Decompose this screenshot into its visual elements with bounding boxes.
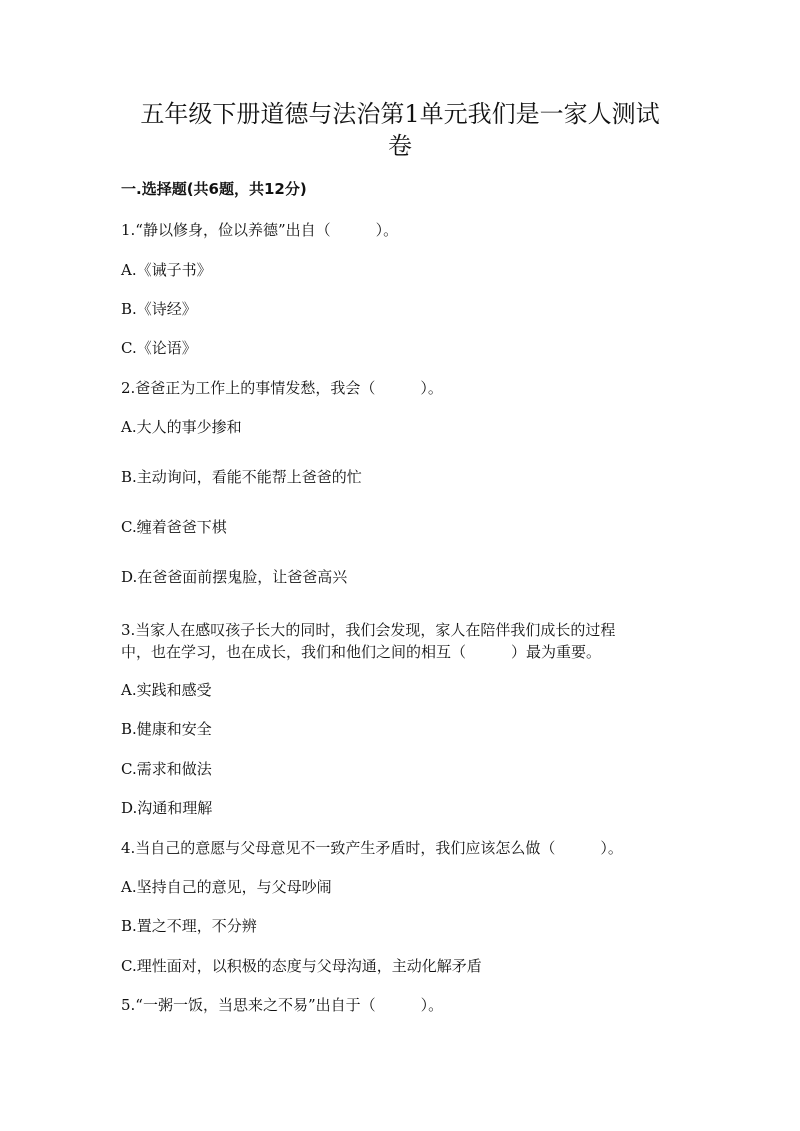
question-1-option-b: B.《诗经》 (121, 300, 197, 318)
question-4-stem: 4.当自己的意愿与父母意见不一致产生矛盾时，我们应该怎么做（ ）。 (121, 839, 623, 857)
document-title-line-2: 卷 (388, 132, 412, 160)
question-3-option-a: A.实践和感受 (121, 681, 212, 699)
question-3-option-b: B.健康和安全 (121, 720, 212, 738)
question-2-stem: 2.爸爸正为工作上的事情发愁，我会（ ）。 (121, 379, 443, 397)
question-1-option-c: C.《论语》 (121, 339, 197, 357)
question-4-option-b: B.置之不理，不分辨 (121, 917, 257, 935)
question-1-option-a: A.《诫子书》 (121, 261, 212, 279)
question-2-option-c: C.缠着爸爸下棋 (121, 518, 227, 536)
question-2-option-b: B.主动询问，看能不能帮上爸爸的忙 (121, 468, 362, 486)
question-4-option-c: C.理性面对，以积极的态度与父母沟通，主动化解矛盾 (121, 957, 482, 975)
section-heading: 一.选择题(共6题，共12分) (121, 180, 307, 198)
question-4-option-a: A.坚持自己的意见，与父母吵闹 (121, 878, 332, 896)
question-3-option-c: C.需求和做法 (121, 760, 212, 778)
question-3-option-d: D.沟通和理解 (121, 799, 213, 817)
question-2-option-d: D.在爸爸面前摆鬼脸，让爸爸高兴 (121, 568, 348, 586)
document-title-line-1: 五年级下册道德与法治第1单元我们是一家人测试 (140, 100, 660, 128)
question-3-stem-line-2: 中，也在学习，也在成长，我们和他们之间的相互（ ）最为重要。 (121, 643, 602, 661)
question-2-option-a: A.大人的事少掺和 (121, 418, 242, 436)
question-1-stem: 1.“静以修身，俭以养德”出自（ ）。 (121, 221, 399, 239)
question-3-stem-line-1: 3.当家人在感叹孩子长大的同时，我们会发现，家人在陪伴我们成长的过程 (121, 621, 616, 639)
question-5-stem: 5.“一粥一饭，当思来之不易”出自于（ ）。 (121, 996, 444, 1014)
